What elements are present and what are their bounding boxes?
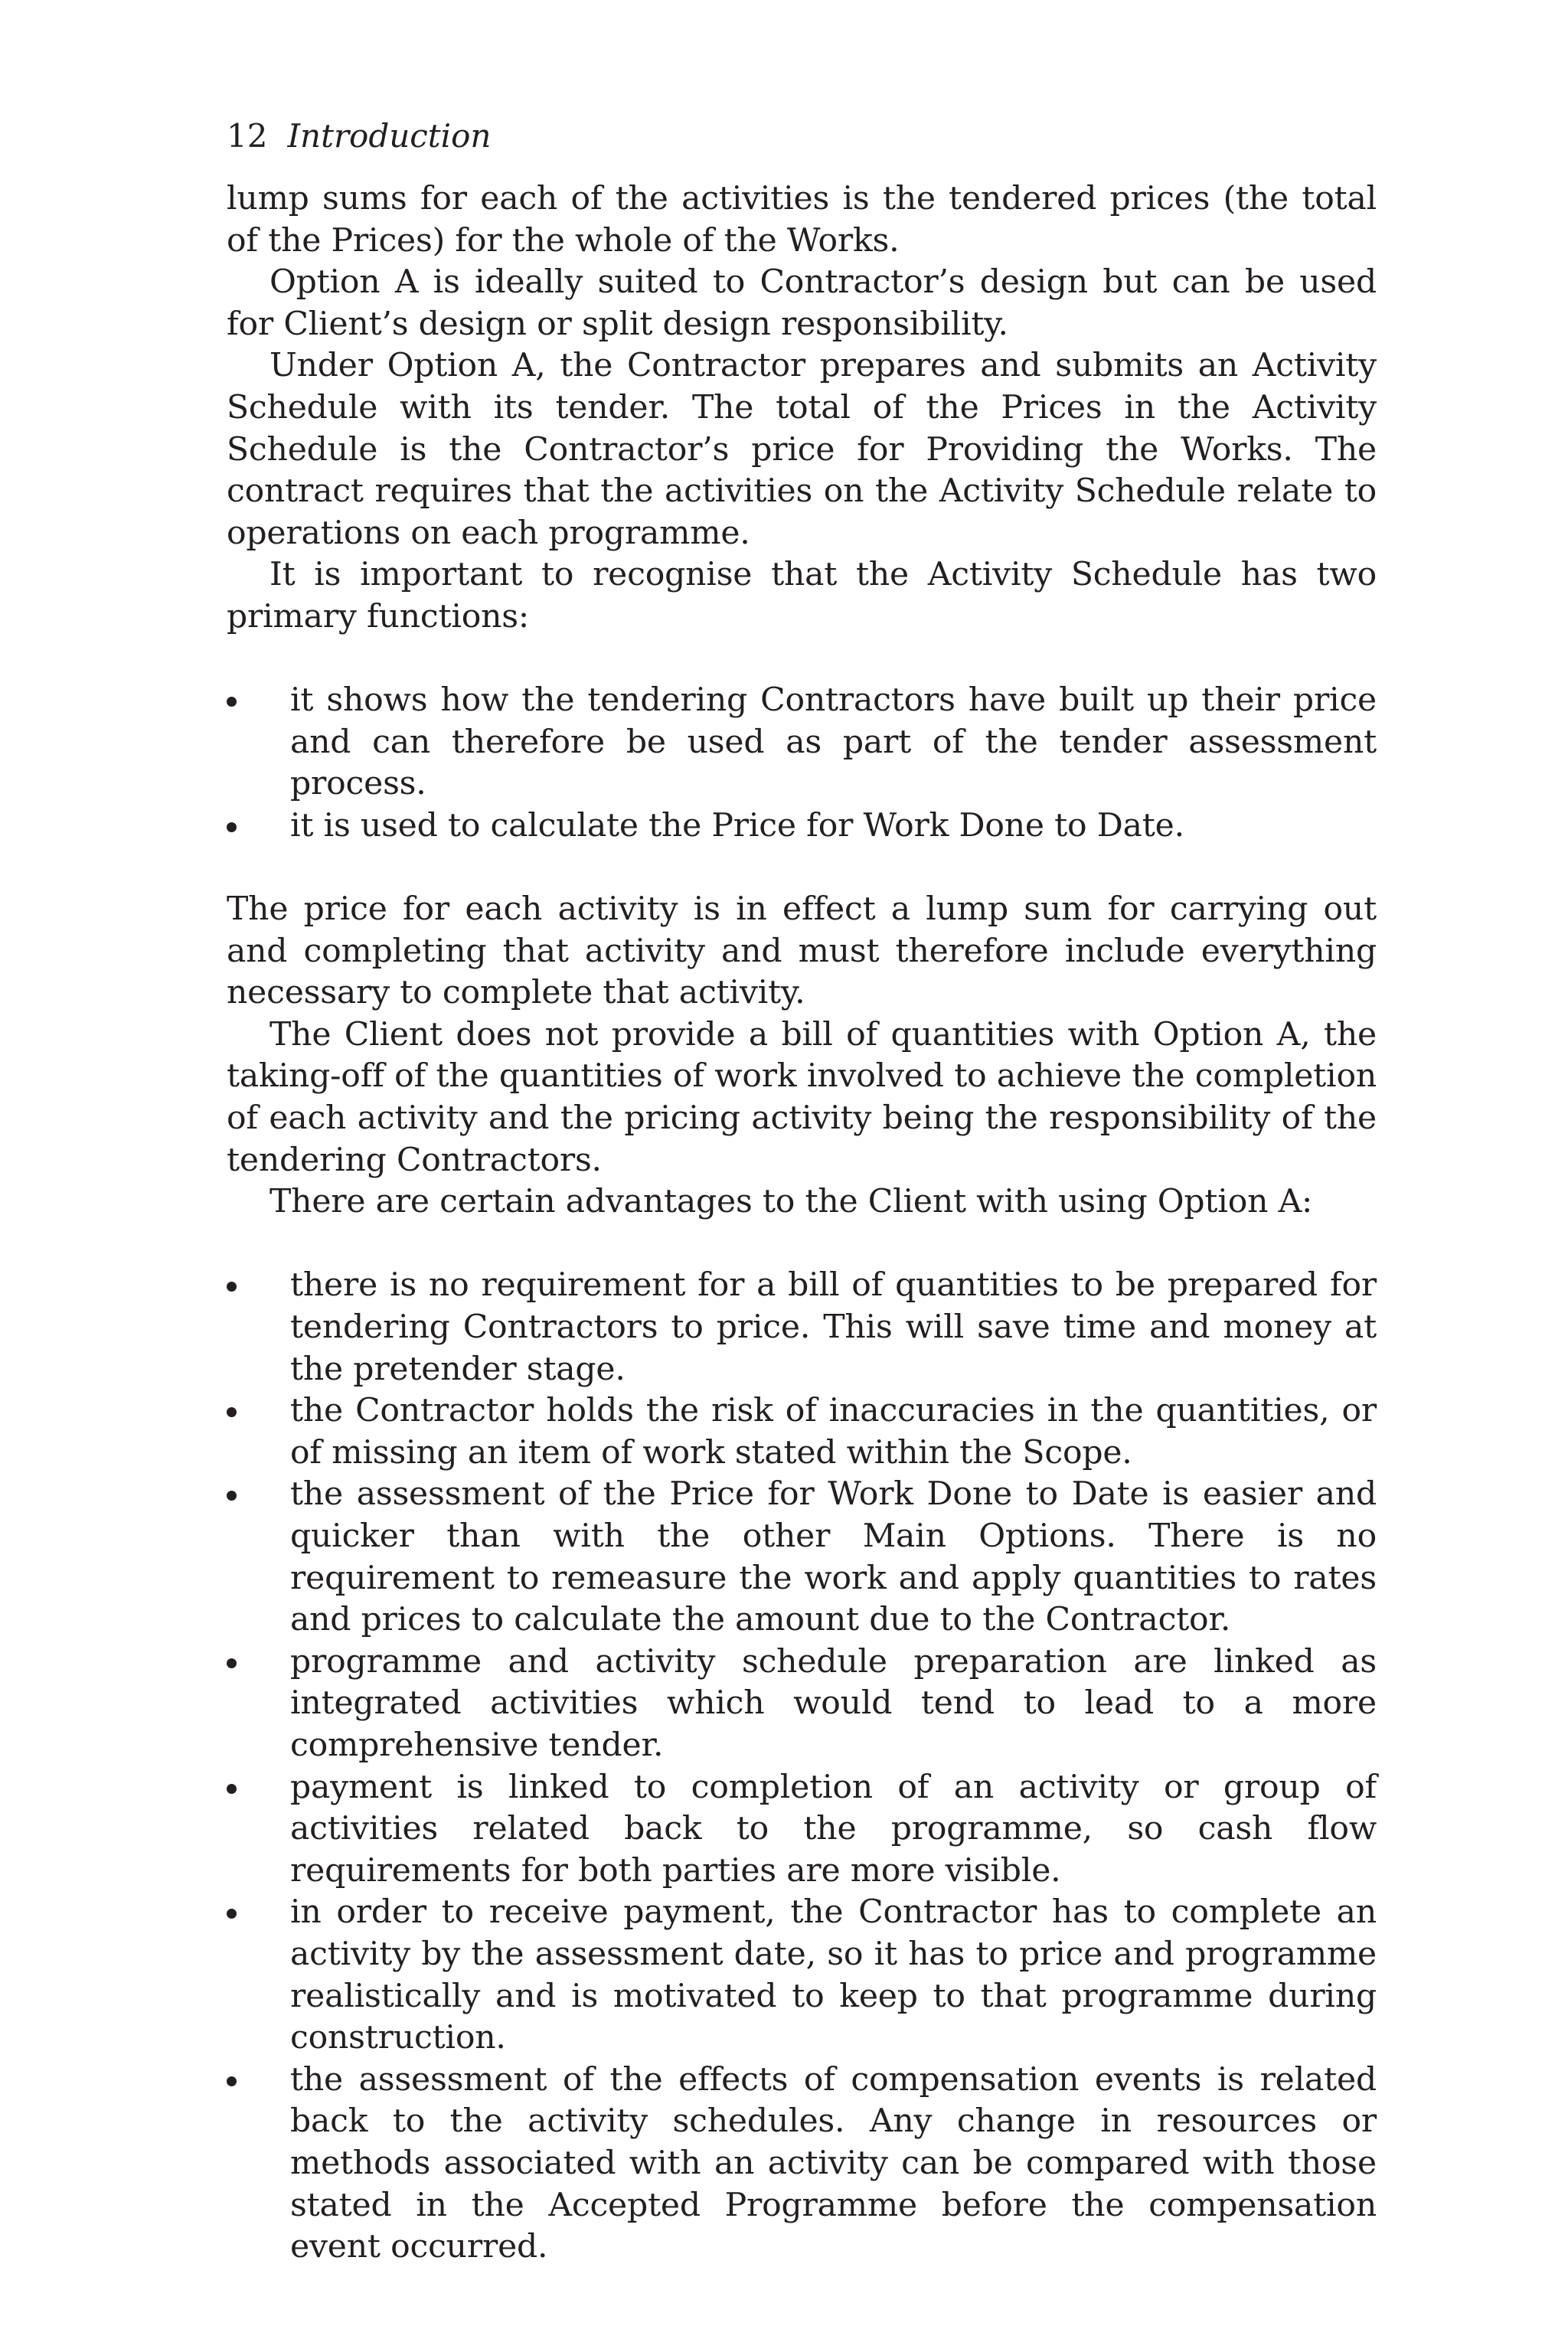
bullet-icon bbox=[227, 1784, 237, 1794]
paragraph-bill-of-quantities: The Client does not provide a bill of quantities with Option A, the taking-off of the quantities of work involved to achieve the completion of each activity and the pricing activity being the responsibility of the tendering Contractors. bbox=[227, 1015, 1377, 1179]
bullet-icon bbox=[227, 2076, 237, 2086]
list-item bbox=[227, 2060, 1377, 2269]
list-item-text: the assessment of the effects of compensation events is related back to the activity schedules. Any change in resources or methods associated with an activity can be compared with those stated in the Accepted Programme before the compensation event occurred. bbox=[290, 2060, 1377, 2266]
list-item-text: it shows how the tendering Contractors have built up their price and can therefore be used as part of the tender assessment process. bbox=[290, 681, 1377, 803]
list-item-text: the assessment of the Price for Work Done to Date is easier and quicker than with the other Main Options. There is no requirement to remeasure the work and apply quantities to rates and prices to calculate the amount due to the Contractor. bbox=[290, 1475, 1377, 1639]
paragraph-lump-sum: The price for each activity is in effect a lump sum for carrying out and completing that activity and must therefore include everything necessary to complete that activity. bbox=[227, 890, 1377, 1012]
list-item bbox=[227, 680, 1377, 805]
list-item bbox=[227, 1892, 1377, 2059]
bullet-icon bbox=[227, 822, 237, 832]
list-item bbox=[227, 1767, 1377, 1893]
running-head bbox=[227, 115, 491, 158]
paragraph-primary-functions: It is important to recognise that the Activity Schedule has two primary functions: bbox=[227, 556, 1377, 635]
list-item bbox=[227, 805, 1377, 848]
list-item-text: in order to receive payment, the Contractor has to complete an activity by the assessment date, so it has to price and programme realistically and is motivated to keep to that programme during construction. bbox=[290, 1893, 1377, 2057]
bullet-icon bbox=[227, 1282, 237, 1292]
body-text bbox=[227, 178, 1377, 2310]
bullet-icon bbox=[227, 1658, 237, 1668]
bullet-icon bbox=[227, 1909, 237, 1919]
list-item-text: it is used to calculate the Price for Work Done to Date. bbox=[290, 806, 1184, 844]
paragraph-activity-schedule: Under Option A, the Contractor prepares and submits an Activity Schedule with its tender. The total of the Prices in the Activity Schedule is the Contractor’s price for Providing the Works. The contract requires that the activities on the Activity Schedule relate to operations on each programme. bbox=[227, 347, 1377, 552]
bullet-icon bbox=[227, 697, 237, 707]
list-item-text: there is no requirement for a bill of quantities to be prepared for tendering Contractors to price. This will save time and money at the pretender stage. bbox=[290, 1266, 1377, 1388]
list-item-text: payment is linked to completion of an activity or group of activities related back to the programme, so cash flow requirements for both parties are more visible. bbox=[290, 1768, 1377, 1890]
bullet-icon bbox=[227, 1407, 237, 1417]
list-item bbox=[227, 1265, 1377, 1390]
bullet-icon bbox=[227, 1491, 237, 1501]
advantages-bullet-list bbox=[227, 1265, 1377, 2268]
list-item bbox=[227, 1390, 1377, 1474]
list-item-text: programme and activity schedule preparation are linked as integrated activities which would tend to lead to a more comprehensive tender. bbox=[290, 1642, 1377, 1764]
list-item-text: the Contractor holds the risk of inaccuracies in the quantities, or of missing an item of work stated within the Scope. bbox=[290, 1392, 1377, 1472]
list-item bbox=[227, 1474, 1377, 1641]
section-title: Introduction bbox=[287, 117, 492, 155]
list-item bbox=[227, 1642, 1377, 1767]
paragraph-option-a-suitability: Option A is ideally suited to Contractor’s design but can be used for Client’s design or split design responsibility. bbox=[227, 263, 1377, 343]
paragraph-continuation: lump sums for each of the activities is the tendered prices (the total of the Prices) for the whole of the Works. bbox=[227, 180, 1377, 260]
page-number: 12 bbox=[227, 117, 268, 155]
paragraph-advantages-intro: There are certain advantages to the Client with using Option A: bbox=[270, 1183, 1313, 1221]
functions-bullet-list bbox=[227, 680, 1377, 847]
